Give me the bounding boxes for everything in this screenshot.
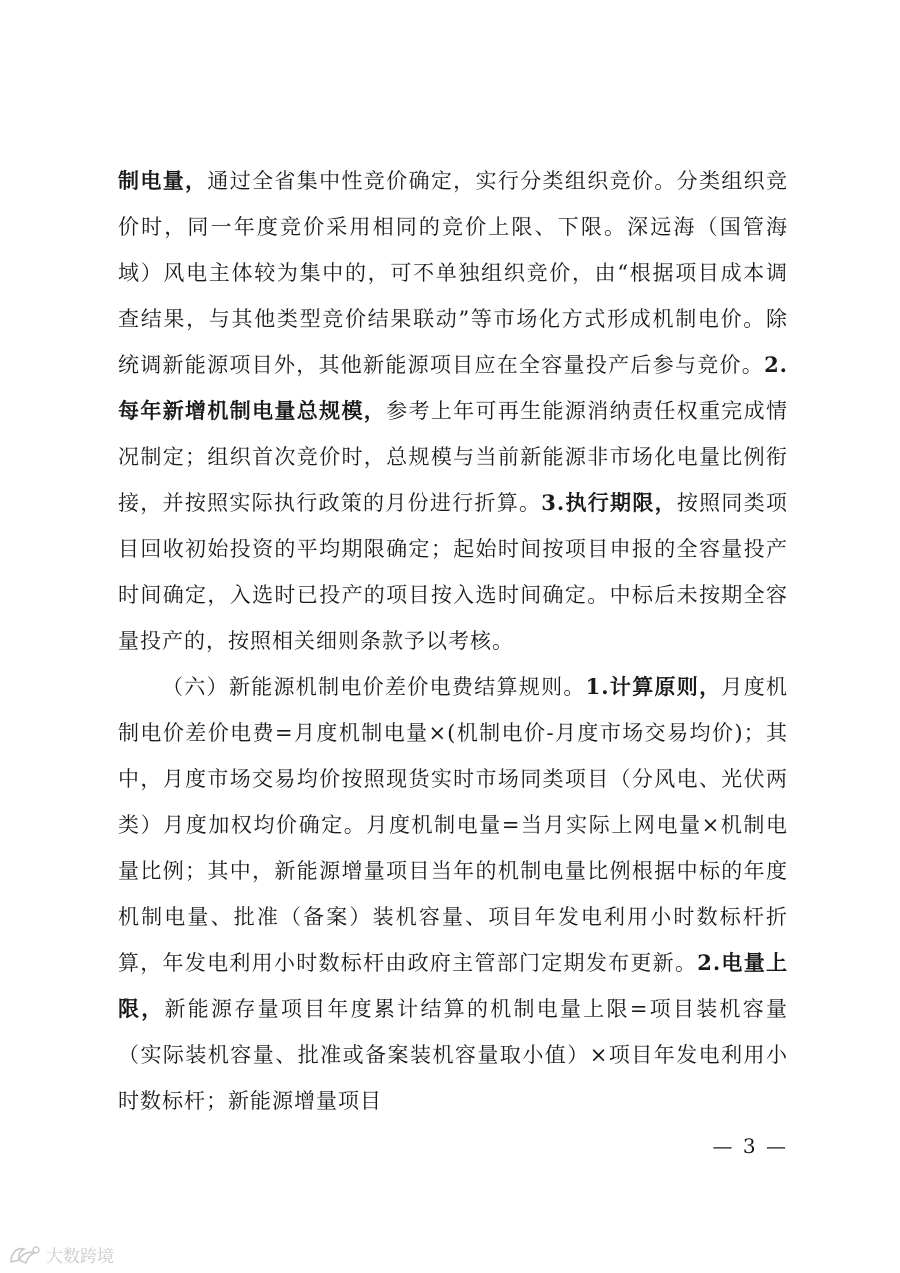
run: （六）新能源机制电价差价电费结算规则。 — [162, 675, 586, 699]
page-number: — 3 — — [712, 1134, 788, 1158]
run: 2.电量上限， — [118, 950, 788, 1021]
brand-logo-icon — [8, 1244, 42, 1266]
run: 3.执行期限， — [541, 490, 677, 515]
watermark — [8, 1242, 114, 1267]
run: 新能源存量项目年度累计结算的机制电量上限=项目装机容量（实际装机容量、批准或备案装机容量取小值）×项目年发电利用小时数标杆；新能源增量项目 — [118, 997, 789, 1113]
run: 通过全省集中性竞价确定，实行分类组织竞价。分类组织竞价时，同一年度竞价采用相同的竞价上限、下限。深远海（国管海域）风电主体较为集中的，可不单独组织竞价，由“根据项目成本调查结果，与其他类型竞价结果联动”等市场化方式形成机制电价。除统调新能源项目外，其他新能源项目应在全容量投产后参与竞价。 — [118, 169, 789, 377]
run: 2.每年新增机制电量总规模， — [118, 352, 788, 423]
watermark-text: 大数跨境 — [46, 1247, 114, 1267]
paragraph-2 — [118, 664, 788, 1124]
run: 按照同类项目回收初始投资的平均期限确定；起始时间按项目申报的全容量投产时间确定，入选时已投产的项目按入选时间确定。中标后未按期全容量投产的，按照相关细则条款予以考核。 — [118, 491, 788, 653]
document-body — [118, 158, 788, 1124]
paragraph-1 — [118, 158, 788, 664]
run: 制电量， — [118, 168, 208, 193]
run: 1.计算原则， — [585, 674, 722, 699]
run: 参考上年可再生能源消纳责任权重完成情况制定；组织首次竞价时，总规模与当前新能源非市场化电量比例衔接，并按照实际执行政策的月份进行折算。 — [118, 399, 789, 515]
run: 月度机制电价差价电费=月度机制电量×(机制电价-月度市场交易均价)；其中，月度市场交易均价按照现货实时市场同类项目（分风电、光伏两类）月度加权均价确定。月度机制电量=当月实际上网电量×机制电量比例；其中，新能源增量项目当年的机制电量比例根据中标的年度机制电量、批准（备案）装机容量、项目年发电利用小时数标杆折算，年发电利用小时数标杆由政府主管部门定期发布更新。 — [118, 675, 788, 975]
